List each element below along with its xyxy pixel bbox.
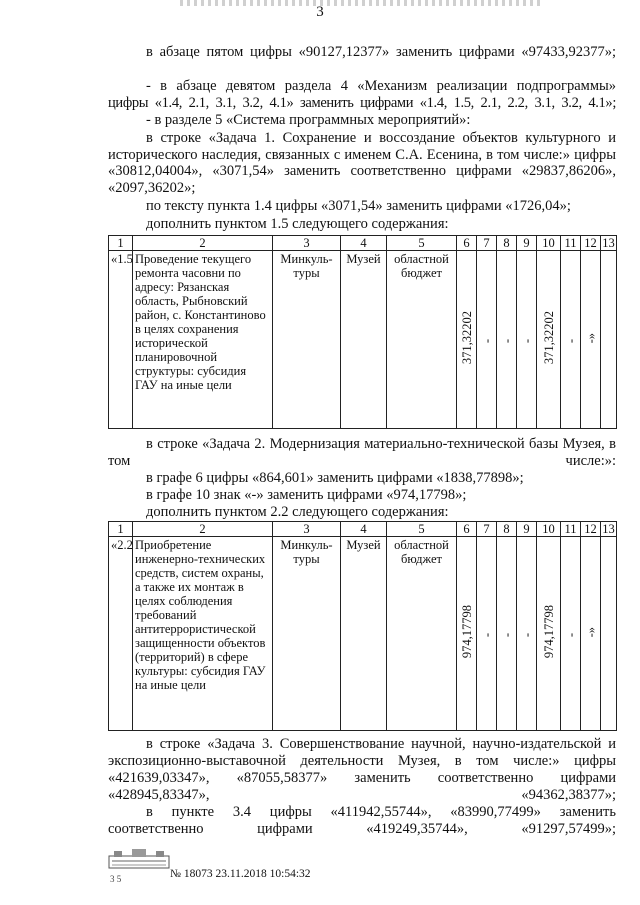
cell-executor: Минкуль-туры <box>273 537 341 731</box>
table-item-1-5 <box>108 235 617 429</box>
cell-num: «2.2 <box>109 537 133 731</box>
paragraph-4: в строке «Задача 1. Сохранение и воссоздание объектов культурного и исторического наследия, связанных с именем С.А. Есенина, в том числе:» цифры «30812,04004», «3071,54» заменить соответственно цифрами «29837,86206», «2097,36202»; <box>108 130 616 196</box>
cell-col10-value: 371,32202 <box>541 311 556 365</box>
col-header: 3 <box>273 522 341 537</box>
cell-col6 <box>457 537 477 731</box>
col-header: 2 <box>133 522 273 537</box>
cell-col10-value: 974,17798 <box>541 605 556 659</box>
col-header: 13 <box>602 236 615 250</box>
col-header: 7 <box>477 236 497 251</box>
col-header: 10 <box>537 522 561 537</box>
col-header: 9 <box>517 522 537 537</box>
cell-col7 <box>477 537 497 731</box>
cell-col6-value: 974,17798 <box>459 605 474 659</box>
paragraph-9: в графе 10 знак «-» заменить цифрами «974,17798»; <box>146 487 467 503</box>
footer-small-text: 3 5 <box>110 874 122 884</box>
paragraph-11: в строке «Задача 3. Совершенствование научной, научно-издательской и экспозиционно-выставочной деятельности Музея, в том числе:» цифры «421639,03347», «87055,58377» заменить соответственно цифрами «428945,83347», «94362,38377»; <box>108 736 616 803</box>
cell-col7-value: - <box>479 339 494 344</box>
footer-registration: № 18073 23.11.2018 10:54:32 <box>170 868 311 880</box>
cell-col9 <box>517 537 537 731</box>
paragraph-1: в абзаце пятом цифры «90127,12377» заменить цифрами «97433,92377»; <box>146 44 616 60</box>
paragraph-3: - в разделе 5 «Система программных мероприятий»: <box>146 112 471 128</box>
cell-col13 <box>601 251 617 429</box>
col-header: 10 <box>537 236 561 251</box>
cell-col11-value: - <box>563 339 578 344</box>
col-header: 11 <box>561 236 581 251</box>
cell-num: «1.5 <box>109 251 133 429</box>
cell-name: Приобретение инженерно-технических средств, систем охраны, а также их монтаж в целях соблюдения требований антитеррористической защищенности объектов (территорий) в сфере культуры: субсидия ГАУ на иные цели <box>133 537 273 731</box>
table-row <box>109 251 617 429</box>
cell-col6-value: 371,32202 <box>459 311 474 365</box>
cell-col11 <box>561 537 581 731</box>
paragraph-10: дополнить пунктом 2.2 следующего содержания: <box>146 504 449 520</box>
paragraph-12: в пункте 3.4 цифры «411942,55744», «83990,77499» заменить соответственно цифрами «419249,35744», «91297,57499»; <box>108 804 616 837</box>
cell-name: Проведение текущего ремонта часовни по адресу: Рязанская область, Рыбновский район, с. Константиново в целях сохранения исторической планировочной структуры: субсидия ГАУ на иные цели <box>133 251 273 429</box>
page-number: 3 <box>316 4 324 20</box>
col-header: 6 <box>457 522 477 537</box>
cell-col10 <box>537 251 561 429</box>
col-header: 5 <box>387 522 457 537</box>
cell-col12-value: -» <box>583 333 598 344</box>
col-header: 7 <box>477 522 497 537</box>
cell-col7-value: - <box>479 633 494 638</box>
paragraph-2-line-2: цифры «1.4, 2.1, 3.1, 3.2, 4.1» заменить цифрами «1.4, 1.5, 2.1, 2.2, 3.1, 3.2, 4.1»; <box>108 95 616 111</box>
cell-col8-value: - <box>499 633 514 638</box>
cell-col9-value: - <box>519 633 534 638</box>
cell-col8 <box>497 251 517 429</box>
cell-source: областной бюджет <box>387 251 457 429</box>
table-header-row <box>109 236 617 251</box>
col-header: 9 <box>517 236 537 251</box>
table-header-row <box>109 522 617 537</box>
cell-col12 <box>581 537 601 731</box>
cell-col7 <box>477 251 497 429</box>
col-header: 1 <box>109 522 133 537</box>
col-header: 8 <box>497 522 517 537</box>
cell-col8 <box>497 537 517 731</box>
cell-col6 <box>457 251 477 429</box>
registration-stamp-icon <box>108 848 170 870</box>
paragraph-2-line-1: - в абзаце девятом раздела 4 «Механизм реализации подпрограммы» <box>146 78 616 94</box>
paragraph-7: в строке «Задача 2. Модернизация материально-технической базы Музея, в том числе:»: <box>108 436 616 469</box>
cell-col12-value: -» <box>583 627 598 638</box>
col-header: 4 <box>341 236 387 251</box>
col-header: 5 <box>387 236 457 251</box>
cell-executor: Минкуль-туры <box>273 251 341 429</box>
table-row <box>109 537 617 731</box>
cell-col10 <box>537 537 561 731</box>
col-header: 8 <box>497 236 517 251</box>
col-header: 2 <box>133 236 273 251</box>
col-header: 4 <box>341 522 387 537</box>
paragraph-8: в графе 6 цифры «864,601» заменить цифрами «1838,77898»; <box>146 470 524 486</box>
cell-col11-value: - <box>563 633 578 638</box>
cell-col12 <box>581 251 601 429</box>
paragraph-2 <box>108 78 616 112</box>
paragraph-5: по тексту пункта 1.4 цифры «3071,54» заменить цифрами «1726,04»; <box>146 198 571 214</box>
col-header: 11 <box>561 522 581 537</box>
cell-col8-value: - <box>499 339 514 344</box>
col-header: 6 <box>457 236 477 251</box>
cell-col11 <box>561 251 581 429</box>
cell-col13 <box>601 537 617 731</box>
cell-recipient: Музей <box>341 537 387 731</box>
cell-col9 <box>517 251 537 429</box>
col-header: 3 <box>273 236 341 251</box>
col-header: 12 <box>581 236 601 251</box>
cell-recipient: Музей <box>341 251 387 429</box>
paragraph-6: дополнить пунктом 1.5 следующего содержания: <box>146 216 449 232</box>
cell-source: областной бюджет <box>387 537 457 731</box>
cell-col9-value: - <box>519 339 534 344</box>
col-header: 1 <box>109 236 133 251</box>
col-header: 13 <box>602 522 615 536</box>
table-item-2-2 <box>108 521 617 731</box>
col-header: 12 <box>581 522 601 537</box>
